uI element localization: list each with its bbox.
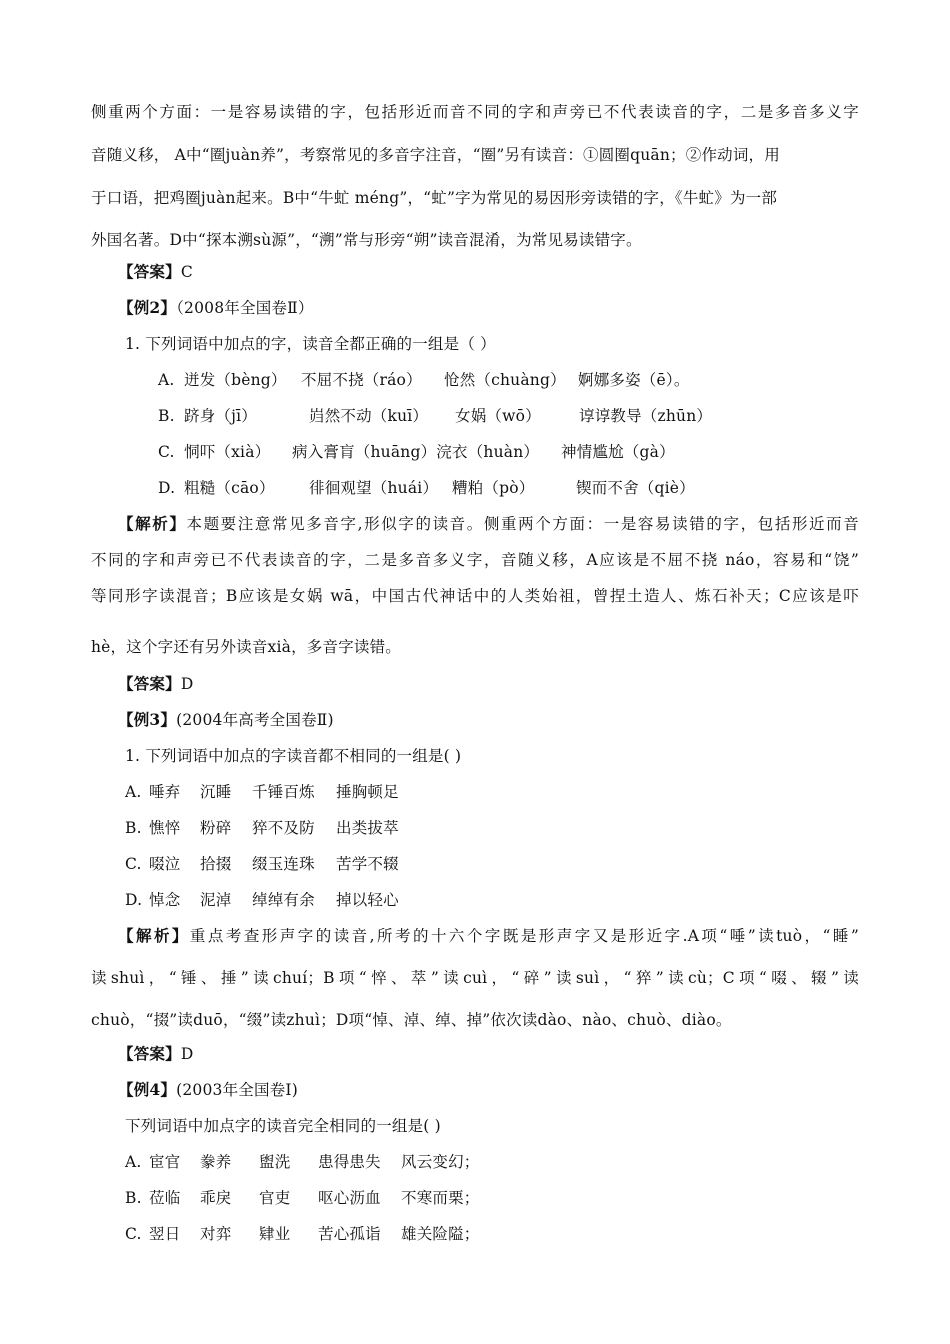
option-letter: B. [125, 819, 142, 837]
answer-value: D [180, 1045, 194, 1063]
option-letter: A. [158, 371, 175, 389]
option-row [125, 818, 399, 838]
option-letter: B. [125, 1189, 142, 1207]
option-item: 风云变幻； [401, 1153, 480, 1171]
option-item: 掉以轻心 [336, 891, 399, 909]
option-item: 粉碎 [200, 819, 232, 837]
answer-line [118, 674, 193, 694]
option-row [125, 1188, 480, 1208]
option-letter: B. [158, 407, 175, 425]
answer-label: 【答案】 [118, 674, 181, 693]
question-text: 1. 下列词语中加点的字读音都不相同的一组是( ) [125, 747, 462, 765]
example-label: 【例3】 [118, 710, 177, 729]
option-row [158, 406, 713, 426]
option-letter: A. [125, 1153, 142, 1171]
answer-value: D [180, 675, 194, 693]
option-item: 迸发（bèng） [184, 371, 287, 389]
option-letter: A. [125, 783, 142, 801]
answer-value: C [180, 263, 193, 281]
option-item: 女娲（wō） [455, 407, 541, 425]
example-source: （2008年全国卷Ⅱ） [176, 299, 314, 317]
analysis-line: 不同的字和声旁已不代表读音的字，二是多音多义字，音随义移，A应该是不屈不挠 náo，容易和“饶” [91, 551, 859, 569]
answer-line [118, 1044, 193, 1064]
analysis-text: 重点考查形声字的读音,所考的十六个字既是形声字又是形近字.A项“唾”读tuò，“睡” [189, 927, 859, 945]
option-item: 婀娜多姿（ē）。 [578, 371, 690, 389]
option-item: 绰绰有余 [252, 891, 315, 909]
option-item: 神情尴尬（gà） [561, 443, 675, 461]
analysis-label: 【解析】 [118, 514, 187, 533]
option-row [158, 370, 690, 390]
option-item: 恫吓（xià） [184, 443, 271, 461]
option-row [158, 442, 675, 462]
option-item: 乖戾 [200, 1189, 232, 1207]
option-item: 捶胸顿足 [336, 783, 399, 801]
question-text: 下列词语中加点字的读音完全相同的一组是( ) [125, 1117, 441, 1135]
option-item: 千锤百炼 [252, 783, 315, 801]
analysis-line: chuò，“掇”读duō，“缀”读zhuì；D项“悼、淖、绰、掉”依次读dào、nào、chuò、diào。 [91, 1011, 732, 1029]
option-row [125, 1224, 480, 1244]
example-source: (2004年高考全国卷Ⅱ) [176, 711, 334, 729]
analysis-line: 读shuì，“锤、捶”读chuí；B项“悴、萃”读cuì，“碎”读suì，“猝”读cù；C项“啜、辍”读 [91, 969, 859, 987]
option-item: 糟粕（pò） [452, 479, 535, 497]
option-item: 跻身（jī） [184, 407, 257, 425]
option-item: 患得患失 [318, 1153, 381, 1171]
option-item: 拾掇 [200, 855, 232, 873]
example-label: 【例4】 [118, 1080, 177, 1099]
option-item: 岿然不动（kuī） [309, 407, 429, 425]
option-item: 泥淖 [200, 891, 232, 909]
option-item: 不寒而栗； [401, 1189, 480, 1207]
analysis-label: 【解析】 [118, 926, 190, 945]
option-item: 徘徊观望（huái） [309, 479, 439, 497]
paragraph-line: 于口语，把鸡圈juàn起来。B中“牛虻 méng”，“虻”字为常见的易因形旁读错的字，《牛虻》为一部 [91, 189, 778, 207]
option-row [125, 890, 399, 910]
option-item: 悼念 [149, 891, 181, 909]
paragraph-line: 音随义移， A中“圈juàn养”，考察常见的多音字注音，“圈”另有读音：①圆圈quān；②作动词，用 [91, 146, 780, 164]
paragraph-line: 外国名著。D中“探本溯sù源”，“溯”常与形旁“朔”读音混淆，为常见易读错字。 [91, 231, 642, 249]
option-item: 粗糙（cāo） [184, 479, 275, 497]
option-item: 肄业 [259, 1225, 291, 1243]
option-item: 呕心沥血 [318, 1189, 381, 1207]
option-letter: D. [125, 891, 143, 909]
option-item: 病入膏肓（huāng）浣衣（huàn） [292, 443, 540, 461]
option-item: 谆谆教导（zhūn） [579, 407, 713, 425]
option-item: 沉睡 [200, 783, 232, 801]
answer-label: 【答案】 [118, 1044, 181, 1063]
option-item: 出类拔萃 [336, 819, 399, 837]
option-item: 啜泣 [149, 855, 181, 873]
analysis-line [118, 926, 859, 946]
option-item: 盥洗 [259, 1153, 291, 1171]
option-item: 猝不及防 [252, 819, 315, 837]
option-item: 不屈不挠（ráo） [301, 371, 422, 389]
analysis-line: 等同形字读混音；B应该是女娲 wā，中国古代神话中的人类始祖，曾捏土造人、炼石补天；C应该是吓 [91, 587, 859, 605]
example-heading [118, 710, 334, 730]
analysis-line [118, 514, 859, 534]
analysis-line: hè，这个字还有另外读音xià，多音字读错。 [91, 638, 401, 656]
option-item: 莅临 [149, 1189, 181, 1207]
example-heading [118, 1080, 298, 1100]
option-row [125, 854, 399, 874]
example-label: 【例2】 [118, 298, 177, 317]
option-item: 官吏 [259, 1189, 291, 1207]
option-row [125, 782, 399, 802]
option-item: 怆然（chuàng） [444, 371, 566, 389]
option-item: 唾弃 [149, 783, 181, 801]
option-item: 翌日 [149, 1225, 181, 1243]
option-item: 锲而不舍（qiè） [576, 479, 695, 497]
option-letter: C. [125, 1225, 142, 1243]
option-item: 憔悴 [149, 819, 181, 837]
option-item: 缀玉连珠 [252, 855, 315, 873]
option-letter: C. [125, 855, 142, 873]
answer-line [118, 262, 193, 282]
option-item: 苦学不辍 [336, 855, 399, 873]
answer-label: 【答案】 [118, 262, 181, 281]
option-row [125, 1152, 480, 1172]
option-item: 对弈 [200, 1225, 232, 1243]
analysis-text: 本题要注意常见多音字,形似字的读音。侧重两个方面：一是容易读错的字，包括形近而音 [186, 515, 859, 533]
option-item: 雄关险隘； [401, 1225, 480, 1243]
question-text: 1. 下列词语中加点的字，读音全都正确的一组是（ ） [125, 335, 496, 353]
example-heading [118, 298, 314, 318]
option-row [158, 478, 695, 498]
option-item: 苦心孤诣 [318, 1225, 381, 1243]
example-source: (2003年全国卷Ⅰ) [176, 1081, 298, 1099]
option-item: 豢养 [200, 1153, 232, 1171]
paragraph-line: 侧重两个方面：一是容易读错的字，包括形近而音不同的字和声旁已不代表读音的字，二是多音多义字 [91, 103, 859, 121]
option-letter: C. [158, 443, 175, 461]
option-letter: D. [158, 479, 176, 497]
option-item: 宦官 [149, 1153, 181, 1171]
